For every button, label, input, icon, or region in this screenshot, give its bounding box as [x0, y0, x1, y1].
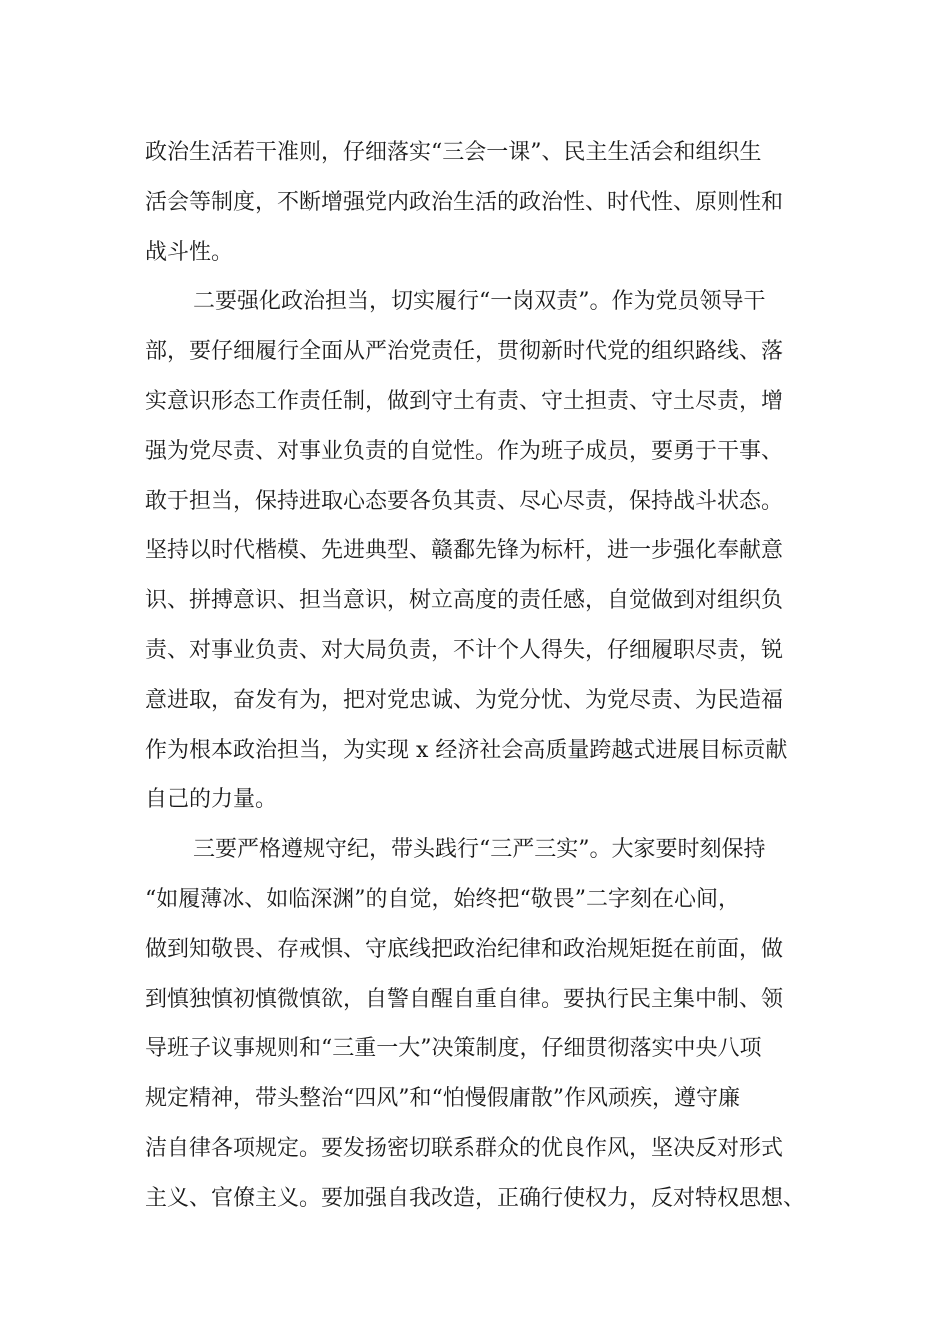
text-line: 意进取，奋发有为，把对党忠诚、为党分忧、为党尽责、为民造福 [145, 687, 784, 713]
text-line: 战斗性。 [145, 239, 234, 265]
text-line: 作为根本政治担当，为实现 x 经济社会高质量跨越式进展目标贡献 [145, 737, 788, 763]
text-line: 主义、官僚主义。要加强自我改造，正确行使权力，反对特权思想、 [145, 1185, 806, 1211]
text-line: 强为党尽责、对事业负责的自觉性。作为班子成员，要勇于干事、 [145, 438, 784, 464]
body-text [145, 128, 825, 1224]
text-line: 导班子议事规则和“三重一大”决策制度，仔细贯彻落实中央八项 [145, 1036, 762, 1062]
text-line: 部，要仔细履行全面从严治党责任，贯彻新时代党的组织路线、落 [145, 339, 784, 365]
text-line: 坚持以时代楷模、先进典型、赣鄱先锋为标杆，进一步强化奉献意 [145, 538, 784, 564]
text-line: 做到知敬畏、存戒惧、守底线把政治纪律和政治规矩挺在前面，做 [145, 936, 784, 962]
text-line: 自己的力量。 [145, 787, 278, 813]
text-line: 敢于担当，保持进取心态要各负其责、尽心尽责，保持战斗状态。 [145, 488, 784, 514]
text-line: 实意识形态工作责任制，做到守土有责、守土担责、守土尽责，增 [145, 388, 784, 414]
text-line: 到慎独慎初慎微慎欲，自警自醒自重自律。要执行民主集中制、领 [145, 986, 784, 1012]
text-line: 政治生活若干准则，仔细落实“三会一课”、民主生活会和组织生 [145, 140, 762, 165]
text-line: “如履薄冰、如临深渊”的自觉，始终把“敬畏”二字刻在心间， [145, 886, 740, 912]
text-line: 洁自律各项规定。要发扬密切联系群众的优良作风，坚决反对形式 [145, 1135, 784, 1161]
text-line: 识、拼搏意识、担当意识，树立高度的责任感，自觉做到对组织负 [145, 588, 784, 614]
text-line: 活会等制度，不断增强党内政治生活的政治性、时代性、原则性和 [145, 189, 784, 215]
text-line: 责、对事业负责、对大局负责，不计个人得失，仔细履职尽责，锐 [145, 637, 784, 663]
text-line: 二要强化政治担当，切实履行“一岗双责”。作为党员领导干 [193, 289, 766, 315]
text-line: 规定精神，带头整治“四风”和“怕慢假庸散”作风顽疾，遵守廉 [145, 1086, 740, 1112]
text-line: 三要严格遵规守纪，带头践行“三严三实”。大家要时刻保持 [193, 837, 766, 863]
